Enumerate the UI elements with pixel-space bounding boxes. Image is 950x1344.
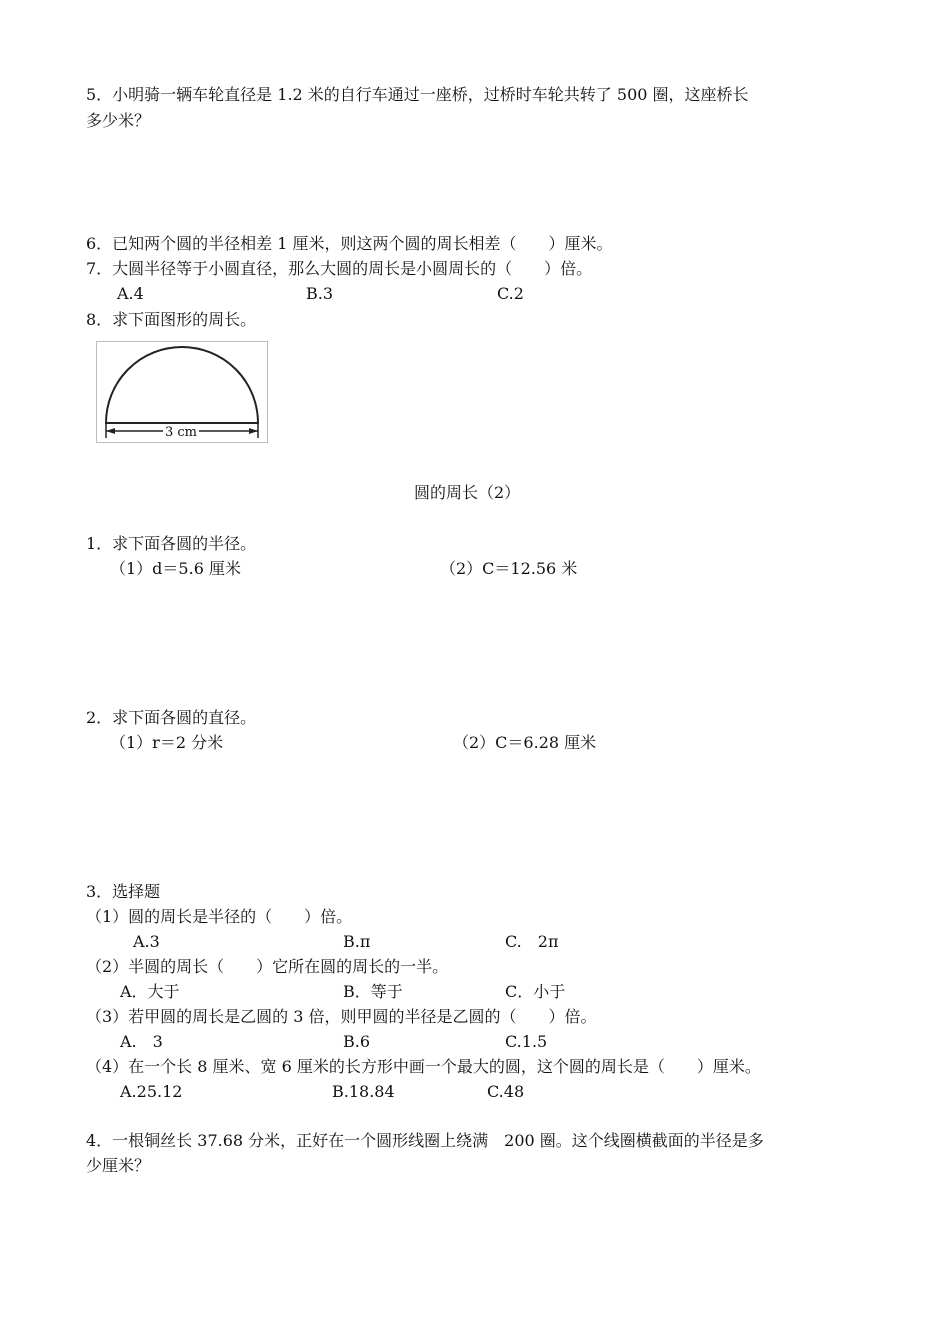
s2-q3-item3-option-a: A. 3 xyxy=(120,1032,163,1051)
semicircle-figure xyxy=(96,341,268,443)
s2-q4-line2: 少厘米？ xyxy=(86,1156,151,1175)
s2-q3-item2-option-b: B．等于 xyxy=(343,982,403,1001)
s2-q1-a: （1）d＝5.6 厘米 xyxy=(110,559,241,578)
s2-q3-item4-option-a: A.25.12 xyxy=(120,1082,183,1101)
s2-q3-item3-option-b: B.6 xyxy=(343,1032,371,1051)
q7-option-b: B.3 xyxy=(306,284,334,303)
s2-q3-item1-option-b: B.π xyxy=(343,932,371,951)
s2-q3-item4: （4）在一个长 8 厘米、宽 6 厘米的长方形中画一个最大的圆，这个圆的周长是（ ）厘米。 xyxy=(86,1057,761,1076)
q5-line2: 多少米？ xyxy=(86,111,151,130)
s2-q3-item2-option-a: A．大于 xyxy=(120,982,180,1001)
s2-q2-text: 2．求下面各圆的直径。 xyxy=(86,708,257,727)
s2-q3-item2: （2）半圆的周长（ ）它所在圆的周长的一半。 xyxy=(86,957,449,976)
question-8: 8．求下面图形的周长。 xyxy=(86,310,257,329)
q7-option-c: C.2 xyxy=(497,284,524,303)
s2-q1-b: （2）C＝12.56 米 xyxy=(440,559,578,578)
q7-option-a: A.4 xyxy=(117,284,144,303)
s2-q3-item3-option-c: C.1.5 xyxy=(505,1032,548,1051)
q5-line1: 5．小明骑一辆车轮直径是 1.2 米的自行车通过一座桥，过桥时车轮共转了 500 圈，这座桥长 xyxy=(86,85,749,104)
figure-dimension-label: 3 cm xyxy=(165,425,198,440)
s2-q3-text: 3．选择题 xyxy=(86,882,161,901)
s2-q3-item1-option-a: A.3 xyxy=(133,932,160,951)
s2-q2-b: （2）C＝6.28 厘米 xyxy=(453,733,597,752)
question-6: 6．已知两个圆的半径相差 1 厘米，则这两个圆的周长相差（ ）厘米。 xyxy=(86,234,613,253)
s2-q3-item4-option-c: C.48 xyxy=(487,1082,525,1101)
s2-q3-item2-option-c: C．小于 xyxy=(505,982,566,1001)
q7-text: 7．大圆半径等于小圆直径，那么大圆的周长是小圆周长的（ ）倍。 xyxy=(86,259,593,278)
s2-q3-item1-option-c: C. 2π xyxy=(505,932,559,951)
s2-q3-item4-option-b: B.18.84 xyxy=(332,1082,395,1101)
s2-q3-item1: （1）圆的周长是半径的（ ）倍。 xyxy=(86,907,353,926)
s2-q2-a: （1）r＝2 分米 xyxy=(110,733,224,752)
section-title: 圆的周长（2） xyxy=(414,483,521,502)
s2-q3-item3: （3）若甲圆的周长是乙圆的 3 倍，则甲圆的半径是乙圆的（ ）倍。 xyxy=(86,1007,597,1026)
s2-q1-text: 1．求下面各圆的半径。 xyxy=(86,534,257,553)
s2-q4-line1: 4．一根铜丝长 37.68 分米，正好在一个圆形线圈上绕满 200 圈。这个线圈横截面的半径是多 xyxy=(86,1131,764,1150)
